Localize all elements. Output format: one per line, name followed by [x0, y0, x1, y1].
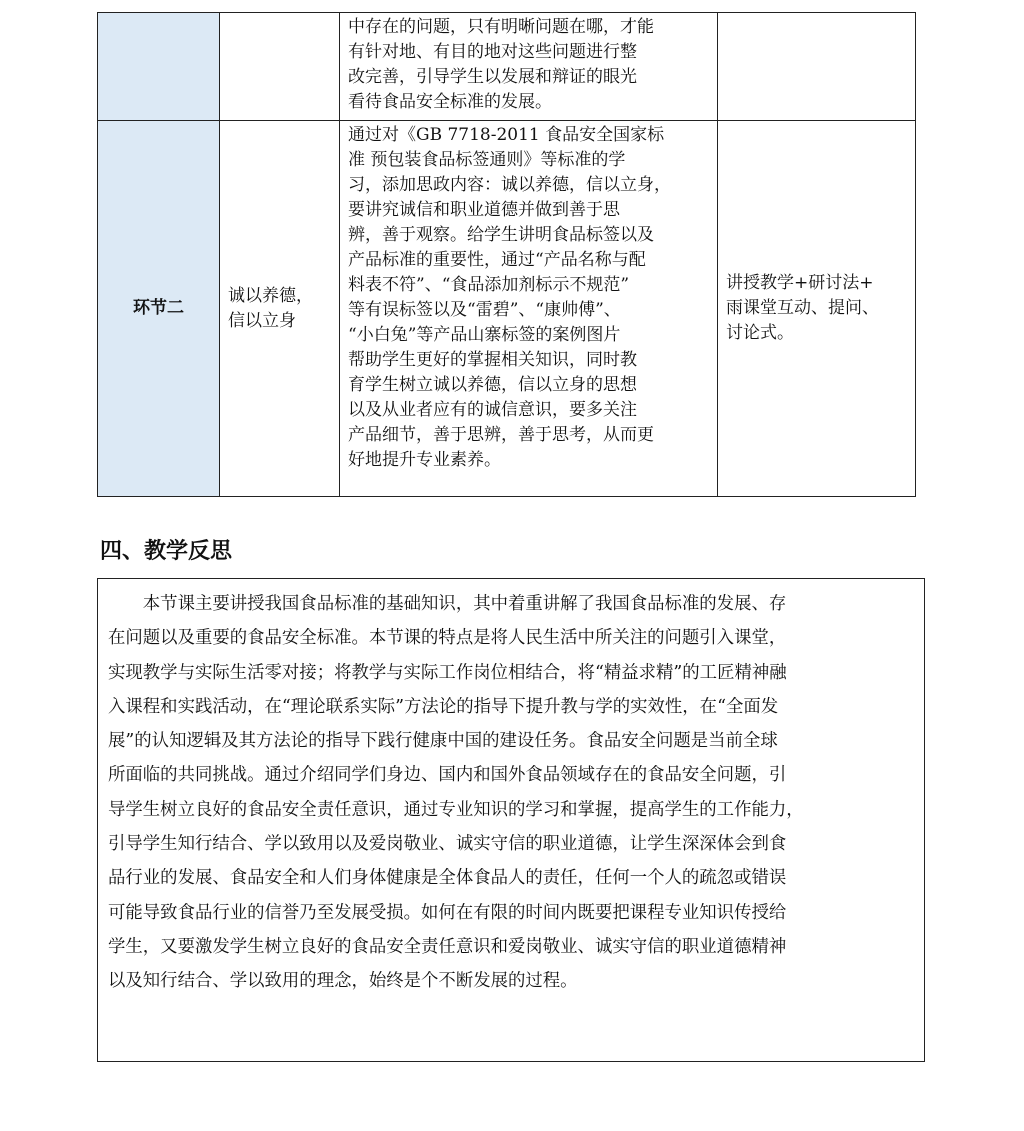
stage-cell: [98, 13, 220, 121]
content-cell: 通过对《GB 7718-2011 食品安全国家标 准 预包装食品标签通则》等标准的学 习，添加思政内容：诚以养德，信以立身， 要讲究诚信和职业道德并做到善于思 辨，善于观察。给学生讲明食品标签以及 产品标准的重要性，通过“产品名称与配 料表不符”、“食品添加剂标示不规范” 等有误标签以及“雷碧”、“康帅傅”、 “小白兔”等产品山寨标签的案例图片 帮助学生更好的掌握相关知识，同时教 育学生树立诚以养德，信以立身的思想 以及从业者应有的诚信意识，要多关注 产品细节，善于思辨，善于思考，从而更 好地提升专业素养。: [340, 121, 718, 497]
table-row: [98, 121, 916, 497]
method-cell: 讲授教学+研讨法+ 雨课堂互动、提问、 讨论式。: [718, 121, 916, 497]
theme-cell: 诚以养德， 信以立身: [220, 121, 340, 497]
content-cell: 中存在的问题，只有明晰问题在哪，才能 有针对地、有目的地对这些问题进行整 改完善，引导学生以发展和辩证的眼光 看待食品安全标准的发展。: [340, 13, 718, 121]
method-cell: [718, 13, 916, 121]
theme-cell: [220, 13, 340, 121]
table-row: [98, 13, 916, 121]
reflection-text: 本节课主要讲授我国食品标准的基础知识，其中着重讲解了我国食品标准的发展、存 在问题以及重要的食品安全标准。本节课的特点是将人民生活中所关注的问题引入课堂， 实现教学与实际生活零对接；将教学与实际工作岗位相结合，将“精益求精”的工匠精神融 入课程和实践活动，在“理论联系实际”方法论的指导下提升教与学的实效性，在“全面发 展”的认知逻辑及其方法论的指导下践行健康中国的建设任务。食品安全问题是当前全球 所面临的共同挑战。通过介绍同学们身边、国内和国外食品领域存在的食品安全问题，引 导学生树立良好的食品安全责任意识，通过专业知识的学习和掌握，提高学生的工作能力， 引导学生知行结合、学以致用以及爱岗敬业、诚实守信的职业道德，让学生深深体会到食 品行业的发展、食品安全和人们身体健康是全体食品人的责任，任何一个人的疏忽或错误 可能导致食品行业的信誉乃至发展受损。如何在有限的时间内既要把课程专业知识传授给 学生，又要激发学生树立良好的食品安全责任意识和爱岗敬业、诚实守信的职业道德精神 以及知行结合、学以致用的理念，始终是个不断发展的过程。: [108, 594, 804, 992]
reflection-box: [97, 578, 925, 1062]
stage-cell: 环节二: [98, 121, 220, 497]
section-title: 四、教学反思: [100, 539, 233, 564]
teaching-plan-table: [97, 12, 916, 497]
